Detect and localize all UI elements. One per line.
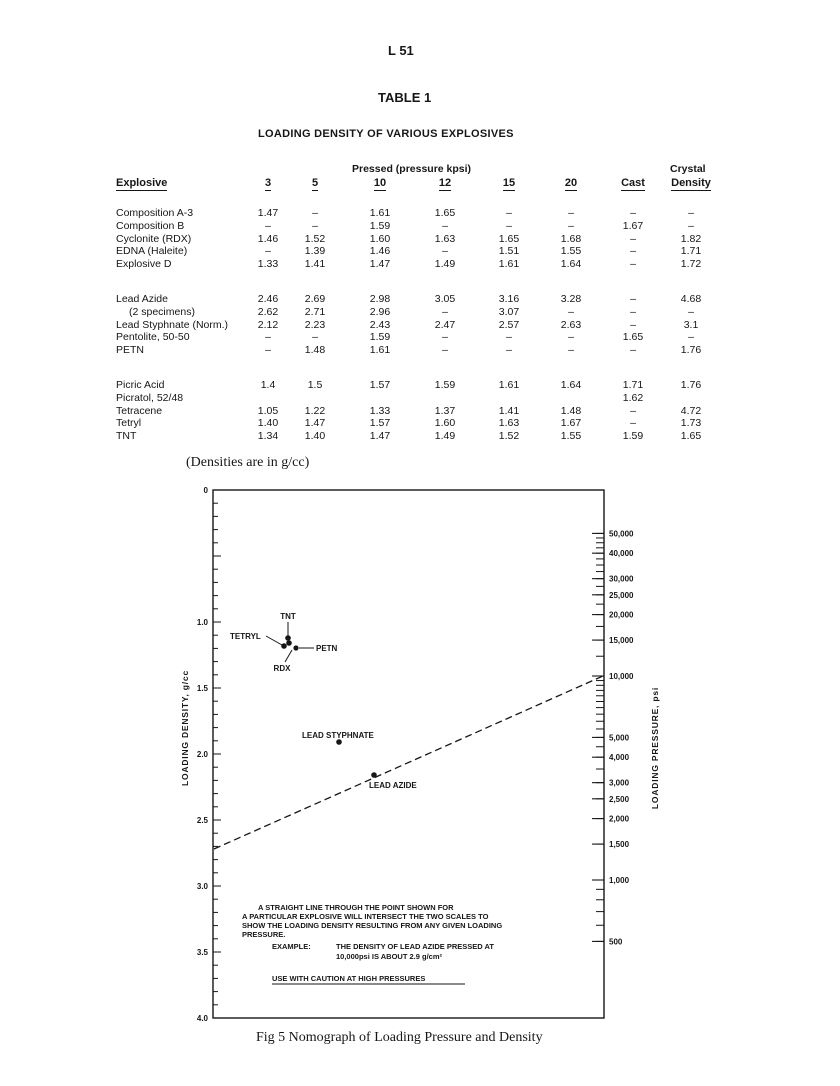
col-header-density: Density: [671, 177, 711, 189]
left-tick-label: 3.0: [196, 882, 208, 891]
table-cell: 1.37: [434, 404, 456, 417]
table-cell: –: [442, 331, 448, 344]
table-cell: –: [312, 207, 318, 219]
lead-styphnate-label: LEAD STYPHNATE: [302, 731, 374, 740]
table-row-name: Tetryl: [116, 417, 142, 430]
table-cell: 1.61: [498, 379, 520, 391]
table-cell: 1.59: [434, 379, 456, 391]
table-cell: 1.57: [369, 379, 391, 391]
table-cell: 1.47: [304, 417, 326, 430]
table-cell: 1.40: [257, 417, 279, 430]
table-cell: –: [630, 258, 636, 271]
table-cell: –: [630, 417, 636, 430]
table-cell: 1.65: [680, 430, 702, 443]
tetryl-point: [230, 632, 287, 649]
table-cell: –: [442, 219, 448, 232]
caution-note: USE WITH CAUTION AT HIGH PRESSURES: [272, 974, 426, 983]
example-label: EXAMPLE:: [272, 942, 311, 951]
col-header-20: 20: [564, 177, 578, 189]
table-cell: 3.05: [434, 293, 456, 305]
table-cell: –: [688, 331, 694, 344]
table-row-name: Tetracene: [116, 404, 163, 417]
table-cell: 1.48: [304, 344, 326, 357]
lead-azide-point: [369, 772, 417, 790]
table-cell: 1.51: [498, 245, 520, 258]
right-tick-label: 1,000: [609, 876, 630, 885]
right-axis-label: LOADING PRESSURE, psi: [650, 686, 660, 810]
table-cell: –: [630, 232, 636, 245]
example-line-2: 10,000psi IS ABOUT 2.9 g/cm²: [336, 952, 443, 961]
table-cell: 1.82: [680, 232, 702, 245]
instruction-line-1: A STRAIGHT LINE THROUGH THE POINT SHOWN FOR: [258, 903, 454, 912]
table-cell: 2.98: [369, 293, 391, 305]
table-cell: 2.12: [257, 318, 279, 331]
table-cell: 1.59: [369, 331, 391, 344]
table-cell: 2.71: [304, 305, 326, 318]
table-cell: 1.71: [680, 245, 702, 258]
table-cell: –: [442, 245, 448, 258]
table-title: TABLE 1: [378, 90, 432, 105]
table-cell: 2.57: [498, 318, 520, 331]
table-row-name: Composition A-3: [116, 207, 194, 219]
table-cell: 1.49: [434, 258, 456, 271]
table-cell: 3.16: [498, 293, 520, 305]
table-cell: 1.47: [257, 207, 279, 219]
table-cell: 1.63: [434, 232, 456, 245]
table-cell: –: [630, 305, 636, 318]
table-cell: 3.1: [683, 318, 699, 331]
right-tick-label: 20,000: [609, 610, 634, 620]
petn-label: PETN: [316, 644, 338, 653]
table-cell: 1.76: [680, 379, 702, 391]
left-axis-label: LOADING DENSITY, g/cc: [180, 670, 190, 786]
table-row-name: Lead Styphnate (Norm.): [116, 318, 229, 331]
col-header-explosive: Explosive: [116, 177, 168, 189]
col-header-3: 3: [264, 177, 272, 189]
table-cell: –: [506, 207, 512, 219]
rdx-label: RDX: [273, 664, 291, 673]
right-pressure-axis: [592, 529, 634, 946]
table-cell: –: [688, 219, 694, 232]
table-subtitle: LOADING DENSITY OF VARIOUS EXPLOSIVES: [258, 128, 514, 140]
table-cell: 1.76: [680, 344, 702, 357]
right-tick-label: 50,000: [609, 529, 634, 539]
table-cell: 1.61: [369, 207, 391, 219]
table-row-name: Pentolite, 50-50: [116, 331, 190, 344]
table-cell: –: [568, 305, 574, 318]
table-cell: 1.65: [622, 331, 644, 344]
table-cell: 4.72: [680, 404, 702, 417]
table-cell: 1.64: [560, 379, 582, 391]
table-cell: –: [506, 344, 512, 357]
table-cell: –: [568, 219, 574, 232]
table-cell: 1.48: [560, 404, 582, 417]
table-row-name: Picric Acid: [116, 379, 165, 391]
table-cell: 1.73: [680, 417, 702, 430]
table-cell: –: [630, 293, 636, 305]
page-number: L 51: [388, 43, 414, 58]
table-cell: –: [506, 219, 512, 232]
instruction-line-2: A PARTICULAR EXPLOSIVE WILL INTERSECT THE TWO SCALES TO: [242, 912, 489, 921]
table-cell: 4.68: [680, 293, 702, 305]
table-cell: –: [265, 245, 271, 258]
table-cell: 1.46: [369, 245, 391, 258]
left-tick-label: 2.5: [196, 816, 208, 825]
table-cell: –: [568, 331, 574, 344]
table-cell: 2.43: [369, 318, 391, 331]
table-cell: –: [630, 318, 636, 331]
right-tick-label: 15,000: [609, 636, 634, 646]
table-cell: 3.28: [560, 293, 582, 305]
left-tick-label: 4.0: [196, 1014, 208, 1023]
table-cell: 1.41: [304, 258, 326, 271]
table-cell: 1.72: [680, 258, 702, 271]
instruction-line-4: PRESSURE.: [242, 930, 286, 939]
right-tick-label: 10,000: [609, 672, 634, 681]
table-cell: 1.33: [257, 258, 279, 271]
left-tick-label: 3.5: [196, 948, 208, 957]
example-line: [214, 676, 603, 849]
table-cell: 1.52: [304, 232, 326, 245]
table-cell: 2.63: [560, 318, 582, 331]
table-cell: 1.60: [369, 232, 391, 245]
tetryl-label: TETRYL: [230, 632, 261, 641]
table-cell: –: [630, 245, 636, 258]
right-tick-label: 2,000: [609, 814, 630, 824]
table-cell: –: [265, 331, 271, 344]
table-row-name: Picratol, 52/48: [116, 391, 184, 404]
table-cell: 1.65: [498, 232, 520, 245]
table-cell: 1.05: [257, 404, 279, 417]
instruction-line-3: SHOW THE LOADING DENSITY RESULTING FROM ANY GIVEN LOADING: [242, 921, 503, 930]
table-cell: –: [688, 305, 694, 318]
col-header-5: 5: [311, 177, 319, 189]
table-cell: –: [442, 344, 448, 357]
table-cell: –: [265, 219, 271, 232]
table-cell: 1.61: [498, 258, 520, 271]
table-cell: –: [688, 207, 694, 219]
table-cell: –: [312, 331, 318, 344]
table-cell: 1.62: [622, 391, 644, 404]
table-cell: 1.52: [498, 430, 520, 443]
crystal-header-top: Crystal: [670, 163, 706, 175]
right-tick-label: 4,000: [609, 753, 630, 763]
lead-styphnate-point: [302, 731, 375, 745]
table-cell: 1.34: [257, 430, 279, 443]
left-tick-label: 1.0: [196, 618, 208, 627]
table-cell: 1.22: [304, 404, 326, 417]
table-cell: 2.62: [257, 305, 279, 318]
right-tick-label: 2,500: [609, 794, 630, 804]
table-row-name: Explosive D: [116, 258, 172, 271]
right-tick-label: 30,000: [609, 574, 634, 584]
figure-caption: Fig 5 Nomograph of Loading Pressure and Density: [256, 1030, 543, 1045]
table-cell: –: [568, 207, 574, 219]
table-cell: 2.47: [434, 318, 456, 331]
table-cell: –: [630, 344, 636, 357]
table-cell: 1.63: [498, 417, 520, 430]
table-cell: 1.59: [369, 219, 391, 232]
table-cell: 2.23: [304, 318, 326, 331]
table-cell: 1.65: [434, 207, 456, 219]
tnt-label: TNT: [280, 612, 296, 621]
table-cell: –: [630, 404, 636, 417]
tnt-point: [280, 612, 296, 641]
table-cell: 1.47: [369, 430, 391, 443]
table-cell: 1.55: [560, 430, 582, 443]
right-tick-label: 3,000: [609, 778, 630, 788]
table-cell: 1.61: [369, 344, 391, 357]
table-cell: 1.5: [307, 379, 323, 391]
table-cell: 1.33: [369, 404, 391, 417]
left-tick-label: 2.0: [196, 750, 208, 759]
table-cell: 1.49: [434, 430, 456, 443]
table-cell: 2.69: [304, 293, 326, 305]
table-cell: 1.46: [257, 232, 279, 245]
right-tick-label: 25,000: [609, 590, 634, 600]
table-cell: 1.40: [304, 430, 326, 443]
right-tick-label: 1,500: [609, 840, 630, 850]
table-cell: 1.39: [304, 245, 326, 258]
table-cell: 1.67: [622, 219, 644, 232]
table-cell: 1.4: [260, 379, 276, 391]
table-cell: 1.55: [560, 245, 582, 258]
table-cell: 3.07: [498, 305, 520, 318]
col-header-12: 12: [438, 177, 452, 189]
right-tick-label: 500: [609, 937, 623, 947]
table-cell: –: [506, 331, 512, 344]
table-cell: 1.60: [434, 417, 456, 430]
table-cell: 1.47: [369, 258, 391, 271]
table-cell: 1.71: [622, 379, 644, 391]
pressed-header: Pressed (pressure kpsi): [352, 163, 472, 175]
table-cell: 1.41: [498, 404, 520, 417]
table-cell: –: [630, 207, 636, 219]
table-row-name: Lead Azide: [116, 293, 168, 305]
table-row-name: Composition B: [116, 219, 185, 232]
right-tick-label: 40,000: [609, 549, 634, 559]
table-row-name: TNT: [116, 430, 137, 443]
left-tick-label: 1.5: [196, 684, 208, 693]
table-cell: –: [568, 344, 574, 357]
col-header-10: 10: [373, 177, 387, 189]
col-header-cast: Cast: [621, 177, 645, 189]
petn-point: [293, 644, 337, 653]
table-cell: 2.96: [369, 305, 391, 318]
table-row-name: EDNA (Haleite): [116, 245, 188, 258]
table-cell: 1.64: [560, 258, 582, 271]
example-line-1: THE DENSITY OF LEAD AZIDE PRESSED AT: [336, 942, 494, 951]
left-tick-label: 0: [203, 486, 208, 495]
table-row-name: Cyclonite (RDX): [116, 232, 192, 245]
table-cell: 1.68: [560, 232, 582, 245]
table-cell: 2.46: [257, 293, 279, 305]
table-cell: –: [442, 305, 448, 318]
lead-azide-label: LEAD AZIDE: [369, 781, 417, 790]
right-tick-label: 5,000: [609, 733, 630, 743]
table-cell: 1.67: [560, 417, 582, 430]
table-row-name: PETN: [116, 344, 145, 357]
table-cell: 1.59: [622, 430, 644, 443]
col-header-15: 15: [502, 177, 516, 189]
table-cell: –: [312, 219, 318, 232]
density-units-note: (Densities are in g/cc): [186, 455, 310, 470]
left-density-axis: [197, 486, 221, 1023]
table-row-name: (2 specimens): [129, 305, 195, 318]
table-cell: –: [265, 344, 271, 357]
table-cell: 1.57: [369, 417, 391, 430]
